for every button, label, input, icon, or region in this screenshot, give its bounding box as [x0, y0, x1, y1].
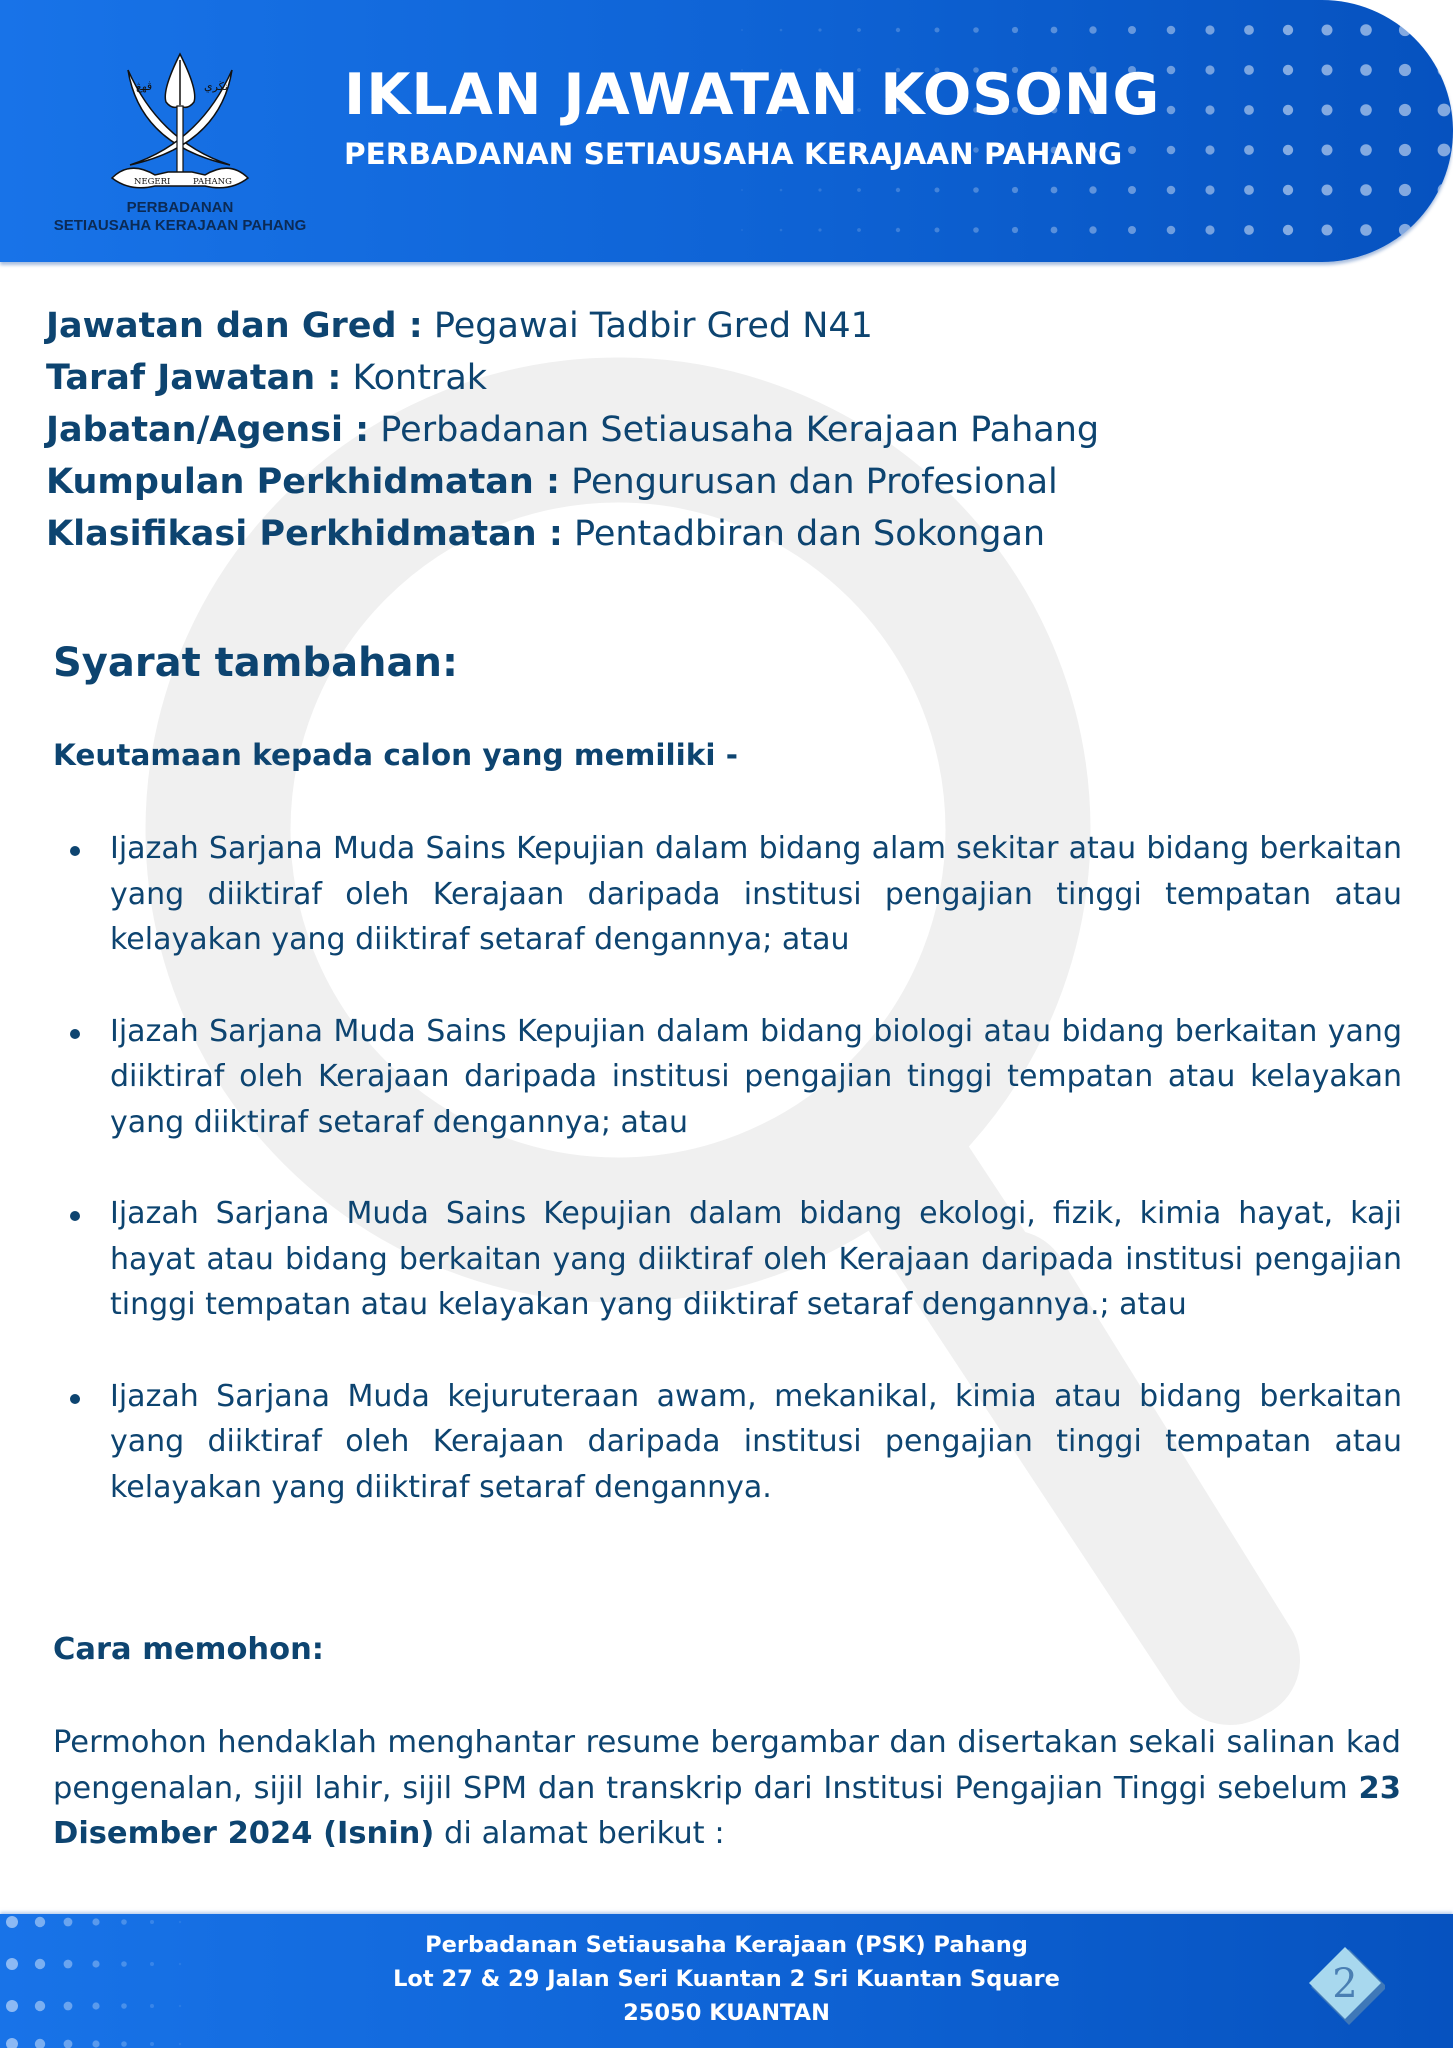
decor-dot	[1205, 145, 1214, 154]
decor-dot	[896, 28, 900, 32]
footer-line1: Perbadanan Setiausaha Kerajaan (PSK) Pahang	[425, 1932, 1028, 1958]
info-value: Pengurusan dan Profesional	[560, 462, 1058, 502]
decor-dot	[1322, 225, 1333, 236]
decor-dot	[973, 27, 979, 33]
decor-dot	[1283, 25, 1293, 35]
list-item-text: Ijazah Sarjana Muda Sains Kepujian dalam bidang alam sekitar atau bidang berkaitan yang diiktiraf oleh Kerajaan daripada institusi pengajian tinggi tempatan atau kelayakan yang diiktiraf setaraf dengannya; atau	[110, 831, 1402, 957]
decor-dot	[1399, 104, 1411, 116]
decor-dot	[179, 2043, 181, 2045]
decor-dot	[741, 29, 743, 31]
decor-dot	[741, 189, 743, 191]
list-item-text: Ijazah Sarjana Muda Sains Kepujian dalam bidang ekologi, fizik, kimia hayat, kaji hayat atau bidang berkaitan yang diiktiraf oleh Kerajaan daripada institusi pengajian tinggi tempatan atau kelayakan yang diiktiraf setaraf dengannya.; atau	[110, 1196, 1402, 1322]
decor-dot	[1283, 225, 1293, 235]
decor-dot	[1438, 224, 1451, 237]
decor-dot	[818, 28, 821, 31]
decor-dot	[973, 227, 979, 233]
decor-dot	[1089, 26, 1096, 33]
requirements-list	[67, 826, 1402, 1556]
logo-caption-line1: PERBADANAN	[126, 199, 234, 216]
page-title: IKLAN JAWATAN KOSONG	[344, 62, 1161, 128]
decor-dot	[1322, 65, 1333, 76]
instructions-text: Permohon hendaklah menghantar resume bergambar dan disertakan sekali salinan kad pengenalan, sijil lahir, sijil SPM dan transkrip dari Institusi Pengajian Tinggi sebelum	[53, 1725, 1401, 1806]
decor-dot	[1051, 187, 1058, 194]
decor-dot	[1244, 105, 1254, 115]
decor-dot	[896, 228, 900, 232]
decor-dot	[818, 228, 821, 231]
decor-dot	[857, 188, 861, 192]
decor-dot	[935, 28, 940, 33]
keutamaan-subheading: Keutamaan kepada calon yang memiliki -	[53, 738, 738, 772]
decor-dot	[1399, 24, 1411, 36]
decor-dot	[6, 1916, 18, 1928]
info-value: Kontrak	[341, 358, 488, 398]
decor-dot	[1399, 184, 1411, 196]
decor-dot	[780, 29, 783, 32]
svg-text:NEGERI: NEGERI	[134, 177, 171, 187]
list-item	[67, 1374, 1402, 1511]
decor-dot	[1051, 27, 1058, 34]
decor-dot	[1438, 24, 1451, 37]
instructions-text-end: di alamat berikut :	[434, 1816, 725, 1851]
decor-dot	[1438, 64, 1451, 77]
decor-dot	[780, 189, 783, 192]
decor-dot	[1205, 225, 1214, 234]
info-value: Pegawai Tadbir Gred N41	[422, 306, 873, 346]
info-row-jabatan	[46, 404, 1099, 456]
decor-dot	[1089, 186, 1096, 193]
decor-dot	[35, 1917, 45, 1927]
decor-dot	[1360, 224, 1372, 236]
decor-dot	[1167, 146, 1176, 155]
decor-dot	[857, 228, 861, 232]
bullet-icon	[70, 1211, 80, 1221]
logo-caption-line2: SETIAUSAHA KERAJAAN PAHANG	[53, 217, 307, 234]
info-row-taraf	[46, 352, 1099, 404]
decor-dot	[1360, 64, 1372, 76]
svg-text:نڬري: نڬري	[204, 80, 228, 93]
decor-dot	[1012, 187, 1018, 193]
decor-dot	[1089, 226, 1096, 233]
decor-dot	[1167, 186, 1176, 195]
decor-dot	[1322, 105, 1333, 116]
decor-dot	[1399, 224, 1411, 236]
deadline-date: 23 Disember 2024 (Isnin)	[53, 1770, 1401, 1851]
decor-dot	[150, 1920, 154, 1924]
svg-text:PAHANG: PAHANG	[193, 177, 232, 187]
info-row-kumpulan	[46, 456, 1099, 508]
logo-caption	[0, 199, 360, 235]
cara-heading: Cara memohon:	[53, 1632, 324, 1667]
decor-dot	[1322, 185, 1333, 196]
decor-dot	[150, 2042, 154, 2046]
decor-dot	[1128, 186, 1136, 194]
job-info	[46, 300, 1099, 560]
page-subtitle: PERBADANAN SETIAUSAHA KERAJAAN PAHANG	[344, 137, 1123, 171]
decor-dot	[179, 1921, 181, 1923]
decor-dot	[1283, 185, 1293, 195]
decor-dot	[1205, 105, 1214, 114]
decor-dot	[857, 28, 861, 32]
decor-dot	[35, 2039, 45, 2048]
decor-dot	[1438, 144, 1451, 157]
decor-dot	[1399, 144, 1411, 156]
footer-banner	[0, 1914, 1453, 2048]
bullet-icon	[70, 1029, 80, 1039]
decor-dot	[1360, 184, 1372, 196]
footer-line3: 25050 KUANTAN	[623, 2000, 830, 2026]
bullet-icon	[70, 1394, 80, 1404]
info-label: Kumpulan Perkhidmatan :	[46, 462, 561, 502]
list-item	[67, 826, 1402, 963]
decor-dot	[1283, 65, 1293, 75]
decor-dot	[1167, 26, 1176, 35]
decor-dot	[780, 229, 783, 232]
decor-dot	[1244, 65, 1254, 75]
decor-dot	[1399, 64, 1411, 76]
decor-dot	[121, 2041, 127, 2047]
decor-dot	[1244, 25, 1254, 35]
decor-dot	[1438, 104, 1451, 117]
info-row-jawatan	[46, 300, 1099, 352]
page-number-badge	[1305, 1945, 1385, 2025]
header-banner	[0, 0, 1453, 262]
list-item-text: Ijazah Sarjana Muda Sains Kepujian dalam bidang biologi atau bidang berkaitan yang diiktiraf oleh Kerajaan daripada institusi pengajian tinggi tempatan atau kelayakan yang diiktiraf setaraf dengannya; atau	[110, 1013, 1402, 1140]
decor-dot	[741, 229, 743, 231]
decor-dot	[1128, 26, 1136, 34]
decor-dot	[1322, 25, 1333, 36]
decor-dot	[1244, 225, 1254, 235]
decor-dot	[121, 1919, 127, 1925]
decor-dot	[1012, 27, 1018, 33]
decor-dot	[1012, 227, 1018, 233]
pahang-crest-logo	[100, 50, 260, 195]
decor-dot	[92, 2040, 99, 2047]
decor-dot	[1360, 24, 1372, 36]
info-value: Perbadanan Setiausaha Kerajaan Pahang	[369, 410, 1100, 450]
info-label: Taraf Jawatan :	[46, 358, 342, 398]
list-item	[67, 1191, 1402, 1328]
decor-dot	[1167, 66, 1176, 75]
decor-dot	[1283, 105, 1293, 115]
list-item	[67, 1009, 1402, 1146]
info-label: Jabatan/Agensi :	[46, 410, 370, 450]
decor-dot	[1205, 25, 1214, 34]
decor-dot	[1322, 145, 1333, 156]
decor-dot	[1205, 65, 1214, 74]
svg-text:ڤهڠ: ڤهڠ	[136, 80, 153, 93]
decor-dot	[92, 1918, 99, 1925]
decor-dot	[818, 188, 821, 191]
footer-address	[0, 1928, 1453, 2030]
decor-dot	[1167, 106, 1176, 115]
bullet-icon	[70, 846, 80, 856]
application-instructions	[53, 1720, 1401, 1857]
decor-dot	[1360, 104, 1372, 116]
decor-dot	[935, 188, 940, 193]
decor-dot	[64, 1918, 73, 1927]
decor-dot	[1438, 184, 1451, 197]
decor-dot	[64, 2040, 73, 2048]
decor-dot	[1283, 145, 1293, 155]
decor-dot	[6, 2038, 18, 2048]
decor-dot	[1051, 227, 1058, 234]
decor-dot	[1244, 185, 1254, 195]
decor-dot	[1128, 146, 1136, 154]
decor-dot	[1167, 226, 1176, 235]
list-item-text: Ijazah Sarjana Muda kejuruteraan awam, mekanikal, kimia atau bidang berkaitan yang diiktiraf oleh Kerajaan daripada institusi pengajian tinggi tempatan atau kelayakan yang diiktiraf setaraf dengannya.	[110, 1378, 1402, 1505]
info-row-klasifikasi	[46, 508, 1099, 560]
decor-dot	[1205, 185, 1214, 194]
decor-dot	[896, 188, 900, 192]
decor-dot	[1244, 145, 1254, 155]
syarat-heading: Syarat tambahan:	[53, 640, 458, 686]
decor-dot	[1360, 144, 1372, 156]
info-label: Klasifikasi Perkhidmatan :	[46, 514, 563, 554]
decor-dot	[935, 228, 940, 233]
page-number: 2	[1332, 1961, 1358, 2007]
footer-line2: Lot 27 & 29 Jalan Seri Kuantan 2 Sri Kuantan Square	[393, 1966, 1060, 1992]
decor-dot	[1128, 226, 1136, 234]
info-label: Jawatan dan Gred :	[46, 306, 423, 346]
info-value: Pentadbiran dan Sokongan	[562, 514, 1046, 554]
decor-dot	[973, 187, 979, 193]
